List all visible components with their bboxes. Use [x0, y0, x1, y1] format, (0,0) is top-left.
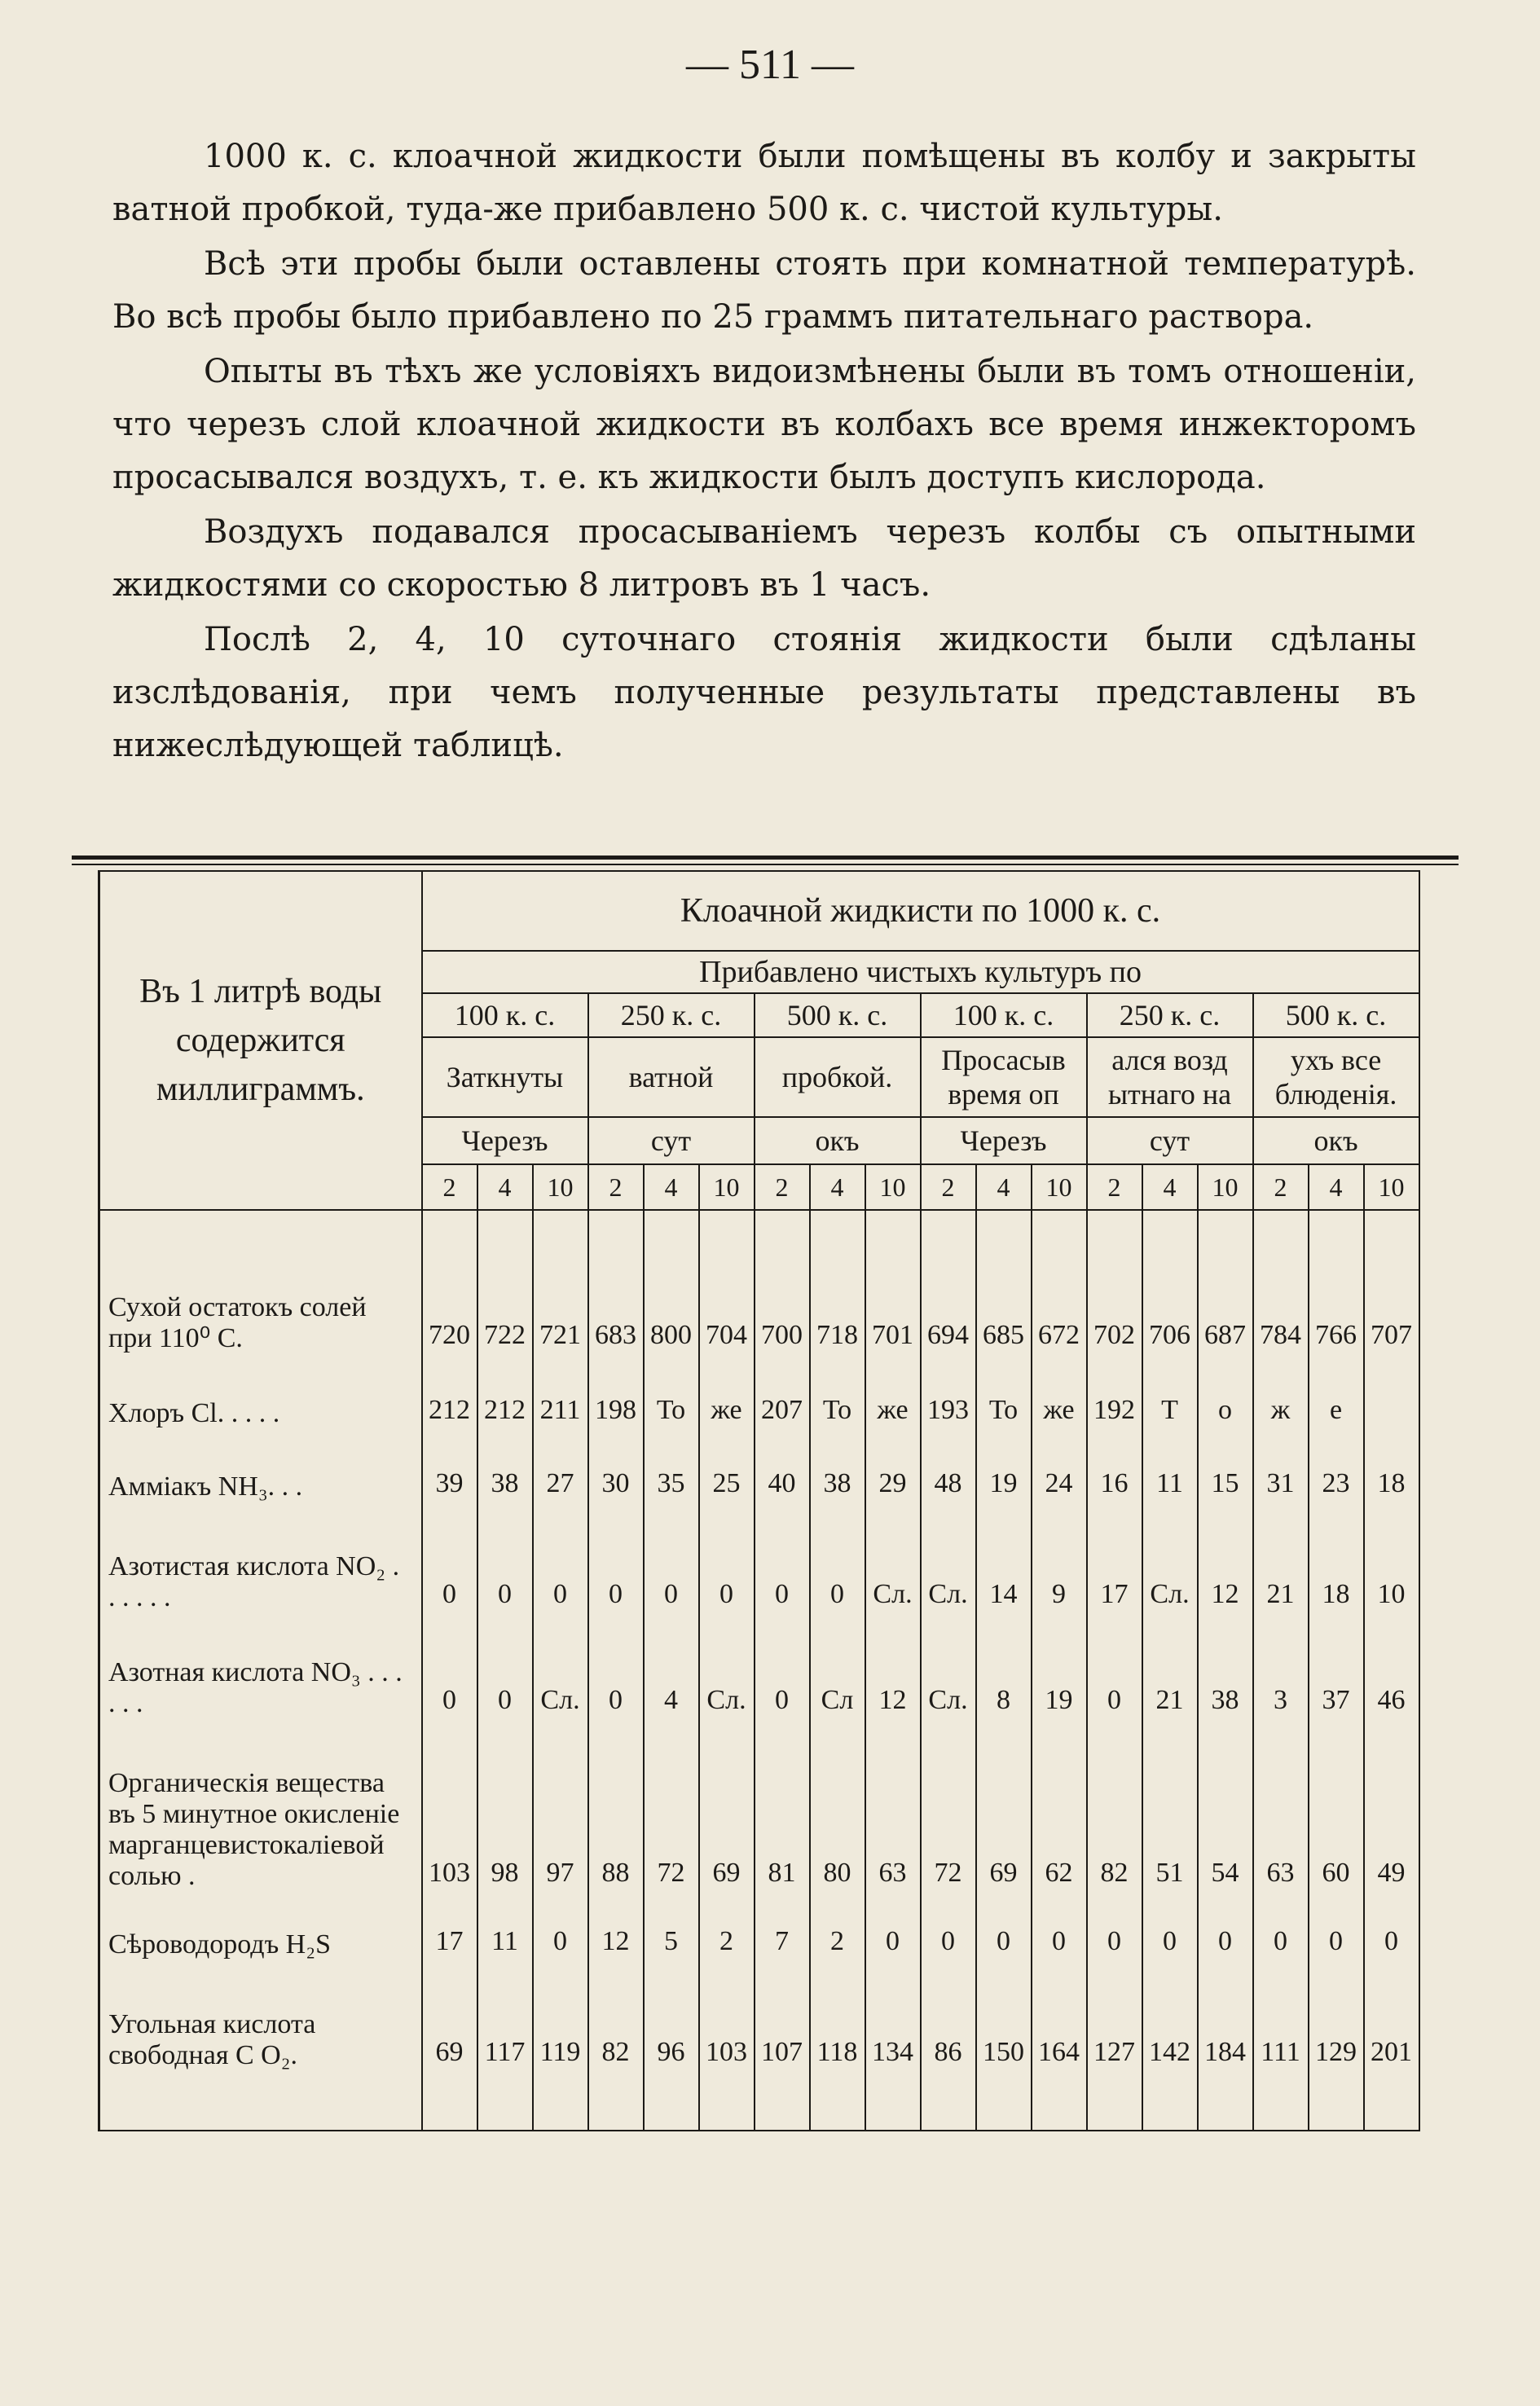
- data-cell: 49: [1364, 1724, 1419, 1897]
- data-cell: 198: [588, 1359, 644, 1434]
- day-header: 4: [644, 1164, 699, 1210]
- tail-cell: [1032, 2076, 1087, 2131]
- data-cell: 212: [422, 1359, 477, 1434]
- data-cell: Сл.: [921, 1618, 976, 1724]
- day-header: 10: [699, 1164, 755, 1210]
- data-cell: 721: [533, 1260, 588, 1359]
- data-cell: 62: [1032, 1724, 1087, 1897]
- row-label: Азотистая кислота NO₂ . . . . . .: [99, 1507, 422, 1618]
- data-cell: Сл: [810, 1618, 865, 1724]
- data-cell: 0: [976, 1897, 1032, 1965]
- table-row: [99, 1434, 1419, 1507]
- table-row: [99, 1897, 1419, 1965]
- data-cell: 0: [810, 1507, 865, 1618]
- data-cell: 16: [1087, 1434, 1142, 1507]
- data-cell: То: [976, 1359, 1032, 1434]
- data-cell: Сл.: [533, 1618, 588, 1724]
- row-label: Азотная кислота NO₃ . . . . . .: [99, 1618, 422, 1724]
- data-cell: 40: [755, 1434, 810, 1507]
- tail-cell: [477, 2076, 533, 2131]
- day-header: 2: [1253, 1164, 1309, 1210]
- data-cell: Сл.: [699, 1618, 755, 1724]
- data-cell: 0: [865, 1897, 921, 1965]
- data-table: [98, 870, 1420, 2131]
- data-cell: 11: [477, 1897, 533, 1965]
- data-cell: 69: [422, 1965, 477, 2076]
- spacer-cell: [1253, 1210, 1309, 1260]
- data-cell: 38: [810, 1434, 865, 1507]
- data-cell: 15: [1198, 1434, 1253, 1507]
- data-cell: 31: [1253, 1434, 1309, 1507]
- data-cell: 72: [921, 1724, 976, 1897]
- data-cell: 672: [1032, 1260, 1087, 1359]
- data-cell: 14: [976, 1507, 1032, 1618]
- data-cell: 27: [533, 1434, 588, 1507]
- data-cell: 118: [810, 1965, 865, 2076]
- data-cell: 694: [921, 1260, 976, 1359]
- data-cell: 3: [1253, 1618, 1309, 1724]
- data-cell: 18: [1309, 1507, 1364, 1618]
- culture-amount: 250 к. с.: [588, 993, 755, 1037]
- data-cell: 111: [1253, 1965, 1309, 2076]
- data-cell: 107: [755, 1965, 810, 2076]
- data-cell: 30: [588, 1434, 644, 1507]
- tail-cell: [1198, 2076, 1253, 2131]
- data-cell: Т: [1142, 1359, 1198, 1434]
- data-cell: 23: [1309, 1434, 1364, 1507]
- data-cell: 10: [1364, 1507, 1419, 1618]
- data-cell: 706: [1142, 1260, 1198, 1359]
- paragraph: Послѣ 2, 4, 10 суточнаго стоянія жидкости были сдѣланы изслѣдованія, при чемъ полученные результаты представлены въ нижеслѣдующей таблицѣ.: [112, 621, 1416, 764]
- data-cell: 0: [533, 1897, 588, 1965]
- day-header: 2: [755, 1164, 810, 1210]
- data-cell: 39: [422, 1434, 477, 1507]
- table-row: [99, 1618, 1419, 1724]
- data-cell: 63: [865, 1724, 921, 1897]
- tail-cell: [976, 2076, 1032, 2131]
- main-header: Клоачной жидкисти по 1000 к. с.: [422, 871, 1419, 951]
- data-cell: 164: [1032, 1965, 1087, 2076]
- tail-cell: [921, 2076, 976, 2131]
- data-cell: 38: [1198, 1618, 1253, 1724]
- data-cell: 0: [1087, 1618, 1142, 1724]
- culture-amount: 250 к. с.: [1087, 993, 1253, 1037]
- data-cell: 0: [644, 1507, 699, 1618]
- data-cell: 702: [1087, 1260, 1142, 1359]
- data-cell: 0: [1087, 1897, 1142, 1965]
- row-label: Органическія вещества въ 5 минутное окисленіе марганцевистокаліевой солью .: [99, 1724, 422, 1897]
- table-row: [99, 1359, 1419, 1434]
- data-cell: 8: [976, 1618, 1032, 1724]
- tail-cell: [810, 2076, 865, 2131]
- table-row: [99, 1965, 1419, 2076]
- data-cell: 0: [422, 1507, 477, 1618]
- table-top-rule: [72, 856, 1459, 860]
- data-cell: 17: [422, 1897, 477, 1965]
- data-cell: 212: [477, 1359, 533, 1434]
- data-cell: 687: [1198, 1260, 1253, 1359]
- data-cell: 720: [422, 1260, 477, 1359]
- data-cell: 718: [810, 1260, 865, 1359]
- duration-word: сут: [588, 1117, 755, 1164]
- duration-word: Черезъ: [921, 1117, 1087, 1164]
- data-cell: 207: [755, 1359, 810, 1434]
- condition-word: ался возд ытнаго на: [1087, 1037, 1253, 1117]
- data-cell: 96: [644, 1965, 699, 2076]
- data-cell: 69: [699, 1724, 755, 1897]
- data-cell: 184: [1198, 1965, 1253, 2076]
- data-cell: То: [644, 1359, 699, 1434]
- data-cell: о: [1198, 1359, 1253, 1434]
- paragraph: Воздухъ подавался просасываніемъ черезъ колбы съ опытными жидкостями со скоростью 8 литровъ въ 1 часъ.: [112, 513, 1416, 604]
- data-cell: 12: [588, 1897, 644, 1965]
- data-cell: 193: [921, 1359, 976, 1434]
- spacer-cell: [810, 1210, 865, 1260]
- data-cell: 704: [699, 1260, 755, 1359]
- tail-cell: [533, 2076, 588, 2131]
- data-cell: 21: [1142, 1618, 1198, 1724]
- data-cell: же: [865, 1359, 921, 1434]
- paragraph: 1000 к. с. клоачной жидкости были помѣщены въ колбу и закрыты ватной пробкой, туда-же прибавлено 500 к. с. чистой культуры.: [112, 138, 1416, 228]
- data-cell: 0: [1032, 1897, 1087, 1965]
- data-cell: 134: [865, 1965, 921, 2076]
- data-cell: 0: [477, 1507, 533, 1618]
- tail-cell: [699, 2076, 755, 2131]
- table-row: [99, 1507, 1419, 1618]
- data-cell: 82: [588, 1965, 644, 2076]
- data-cell: То: [810, 1359, 865, 1434]
- data-cell: 142: [1142, 1965, 1198, 2076]
- data-cell: 0: [533, 1507, 588, 1618]
- data-cell: 7: [755, 1897, 810, 1965]
- day-header: 4: [810, 1164, 865, 1210]
- data-cell: же: [1032, 1359, 1087, 1434]
- data-cell: 201: [1364, 1965, 1419, 2076]
- data-cell: 29: [865, 1434, 921, 1507]
- day-header: 10: [1032, 1164, 1087, 1210]
- row-label: Угольная кислота свободная C O₂.: [99, 1965, 422, 2076]
- data-cell: 98: [477, 1724, 533, 1897]
- spacer-cell: [755, 1210, 810, 1260]
- data-cell: 0: [1309, 1897, 1364, 1965]
- tail-cell: [422, 2076, 477, 2131]
- day-header: 4: [1309, 1164, 1364, 1210]
- culture-amount: 500 к. с.: [1253, 993, 1419, 1037]
- data-cell: 82: [1087, 1724, 1142, 1897]
- data-cell: 0: [755, 1618, 810, 1724]
- data-cell: 119: [533, 1965, 588, 2076]
- condition-word: Заткнуты: [422, 1037, 588, 1117]
- tail-cell: [99, 2076, 422, 2131]
- data-cell: 117: [477, 1965, 533, 2076]
- spacer-cell: [1309, 1210, 1364, 1260]
- data-cell: 60: [1309, 1724, 1364, 1897]
- table-row: [99, 1260, 1419, 1359]
- data-cell: 4: [644, 1618, 699, 1724]
- data-cell: 72: [644, 1724, 699, 1897]
- day-header: 2: [1087, 1164, 1142, 1210]
- data-cell: 81: [755, 1724, 810, 1897]
- data-cell: 0: [921, 1897, 976, 1965]
- data-cell: ж: [1253, 1359, 1309, 1434]
- data-cell: 46: [1364, 1618, 1419, 1724]
- tail-cell: [1364, 2076, 1419, 2131]
- table-row: [99, 1724, 1419, 1897]
- tail-cell: [755, 2076, 810, 2131]
- spacer-cell: [644, 1210, 699, 1260]
- data-cell: 784: [1253, 1260, 1309, 1359]
- body-text: [112, 130, 1416, 772]
- spacer-cell: [588, 1210, 644, 1260]
- data-cell: 0: [1253, 1897, 1309, 1965]
- data-cell: Сл.: [1142, 1507, 1198, 1618]
- culture-amount: 100 к. с.: [422, 993, 588, 1037]
- data-cell: 103: [699, 1965, 755, 2076]
- condition-word: Просасыв время оп: [921, 1037, 1087, 1117]
- tail-cell: [1142, 2076, 1198, 2131]
- data-cell: 129: [1309, 1965, 1364, 2076]
- data-cell: 35: [644, 1434, 699, 1507]
- tail-cell: [1253, 2076, 1309, 2131]
- stub-header: Въ 1 литрѣ воды содержится миллиграммъ.: [99, 871, 422, 1210]
- data-cell: 685: [976, 1260, 1032, 1359]
- data-cell: 0: [422, 1618, 477, 1724]
- data-cell: 80: [810, 1724, 865, 1897]
- data-cell: 722: [477, 1260, 533, 1359]
- data-cell: 86: [921, 1965, 976, 2076]
- spacer-cell: [99, 1210, 422, 1260]
- data-cell: 24: [1032, 1434, 1087, 1507]
- data-cell: 12: [865, 1618, 921, 1724]
- data-cell: 63: [1253, 1724, 1309, 1897]
- data-cell: 69: [976, 1724, 1032, 1897]
- day-header: 10: [865, 1164, 921, 1210]
- spacer-cell: [422, 1210, 477, 1260]
- data-cell: 25: [699, 1434, 755, 1507]
- data-cell: 700: [755, 1260, 810, 1359]
- spacer-cell: [976, 1210, 1032, 1260]
- spacer-cell: [477, 1210, 533, 1260]
- data-cell: Сл.: [921, 1507, 976, 1618]
- tail-cell: [865, 2076, 921, 2131]
- data-cell: 0: [1142, 1897, 1198, 1965]
- data-cell: Сл.: [865, 1507, 921, 1618]
- duration-word: Черезъ: [422, 1117, 588, 1164]
- data-cell: 19: [976, 1434, 1032, 1507]
- spacer-cell: [1198, 1210, 1253, 1260]
- spacer-cell: [699, 1210, 755, 1260]
- data-cell: 0: [755, 1507, 810, 1618]
- day-header: 10: [1364, 1164, 1419, 1210]
- data-cell: 127: [1087, 1965, 1142, 2076]
- table-top-rule-thin: [72, 864, 1459, 865]
- day-header: 4: [1142, 1164, 1198, 1210]
- data-cell: 12: [1198, 1507, 1253, 1618]
- spacer-cell: [533, 1210, 588, 1260]
- row-label: Амміакъ NH₃. . .: [99, 1434, 422, 1507]
- data-cell: 701: [865, 1260, 921, 1359]
- data-cell: 51: [1142, 1724, 1198, 1897]
- day-header: 2: [588, 1164, 644, 1210]
- day-header: 2: [422, 1164, 477, 1210]
- data-cell: 37: [1309, 1618, 1364, 1724]
- tail-cell: [1087, 2076, 1142, 2131]
- day-header: 4: [976, 1164, 1032, 1210]
- duration-word: сут: [1087, 1117, 1253, 1164]
- row-label: Сухой остатокъ солей при 110⁰ С.: [99, 1260, 422, 1359]
- day-header: 2: [921, 1164, 976, 1210]
- data-cell: 211: [533, 1359, 588, 1434]
- data-cell: 0: [1364, 1897, 1419, 1965]
- spacer-cell: [865, 1210, 921, 1260]
- data-cell: 48: [921, 1434, 976, 1507]
- condition-word: ухъ все блюденія.: [1253, 1037, 1419, 1117]
- condition-word: ватной: [588, 1037, 755, 1117]
- day-header: 4: [477, 1164, 533, 1210]
- data-cell: 103: [422, 1724, 477, 1897]
- tail-cell: [588, 2076, 644, 2131]
- data-cell: 0: [588, 1507, 644, 1618]
- data-cell: 21: [1253, 1507, 1309, 1618]
- data-cell: 0: [588, 1618, 644, 1724]
- tail-cell: [1309, 2076, 1364, 2131]
- data-cell: е: [1309, 1359, 1364, 1434]
- data-cell: 19: [1032, 1618, 1087, 1724]
- spacer-cell: [1364, 1210, 1419, 1260]
- data-cell: 54: [1198, 1724, 1253, 1897]
- data-cell: 9: [1032, 1507, 1087, 1618]
- data-cell: 11: [1142, 1434, 1198, 1507]
- data-cell: 38: [477, 1434, 533, 1507]
- data-cell: 0: [477, 1618, 533, 1724]
- page-number: — 511 —: [685, 42, 855, 88]
- data-cell: 0: [1198, 1897, 1253, 1965]
- tail-cell: [644, 2076, 699, 2131]
- spacer-cell: [921, 1210, 976, 1260]
- row-label: Сѣроводородъ H₂S: [99, 1897, 422, 1965]
- data-cell: [1364, 1359, 1419, 1434]
- data-cell: 707: [1364, 1260, 1419, 1359]
- data-cell: 150: [976, 1965, 1032, 2076]
- spacer-cell: [1142, 1210, 1198, 1260]
- row-label: Хлоръ Cl. . . . .: [99, 1359, 422, 1434]
- data-cell: 17: [1087, 1507, 1142, 1618]
- day-header: 10: [533, 1164, 588, 1210]
- data-cell: 18: [1364, 1434, 1419, 1507]
- data-cell: же: [699, 1359, 755, 1434]
- spacer-cell: [1087, 1210, 1142, 1260]
- culture-amount: 500 к. с.: [755, 993, 921, 1037]
- data-cell: 192: [1087, 1359, 1142, 1434]
- data-cell: 97: [533, 1724, 588, 1897]
- paragraph: Всѣ эти пробы были оставлены стоять при комнатной температурѣ. Во всѣ пробы было прибавлено по 25 граммъ питательнаго раствора.: [112, 245, 1416, 336]
- data-cell: 766: [1309, 1260, 1364, 1359]
- data-cell: 0: [699, 1507, 755, 1618]
- data-cell: 800: [644, 1260, 699, 1359]
- paragraph: Опыты въ тѣхъ же условіяхъ видоизмѣнены были въ томъ отношеніи, что черезъ слой клоачной жидкости въ колбахъ все время инжекторомъ просасывался воздухъ, т. е. къ жидкости былъ доступъ кислорода.: [112, 353, 1416, 496]
- data-cell: 2: [810, 1897, 865, 1965]
- data-cell: 88: [588, 1724, 644, 1897]
- data-cell: 5: [644, 1897, 699, 1965]
- culture-amount: 100 к. с.: [921, 993, 1087, 1037]
- sub-header: Прибавлено чистыхъ культуръ по: [422, 951, 1419, 993]
- data-cell: 683: [588, 1260, 644, 1359]
- day-header: 10: [1198, 1164, 1253, 1210]
- condition-word: пробкой.: [755, 1037, 921, 1117]
- duration-word: окъ: [755, 1117, 921, 1164]
- results-table: [98, 870, 1418, 2131]
- spacer-cell: [1032, 1210, 1087, 1260]
- data-cell: 2: [699, 1897, 755, 1965]
- duration-word: окъ: [1253, 1117, 1419, 1164]
